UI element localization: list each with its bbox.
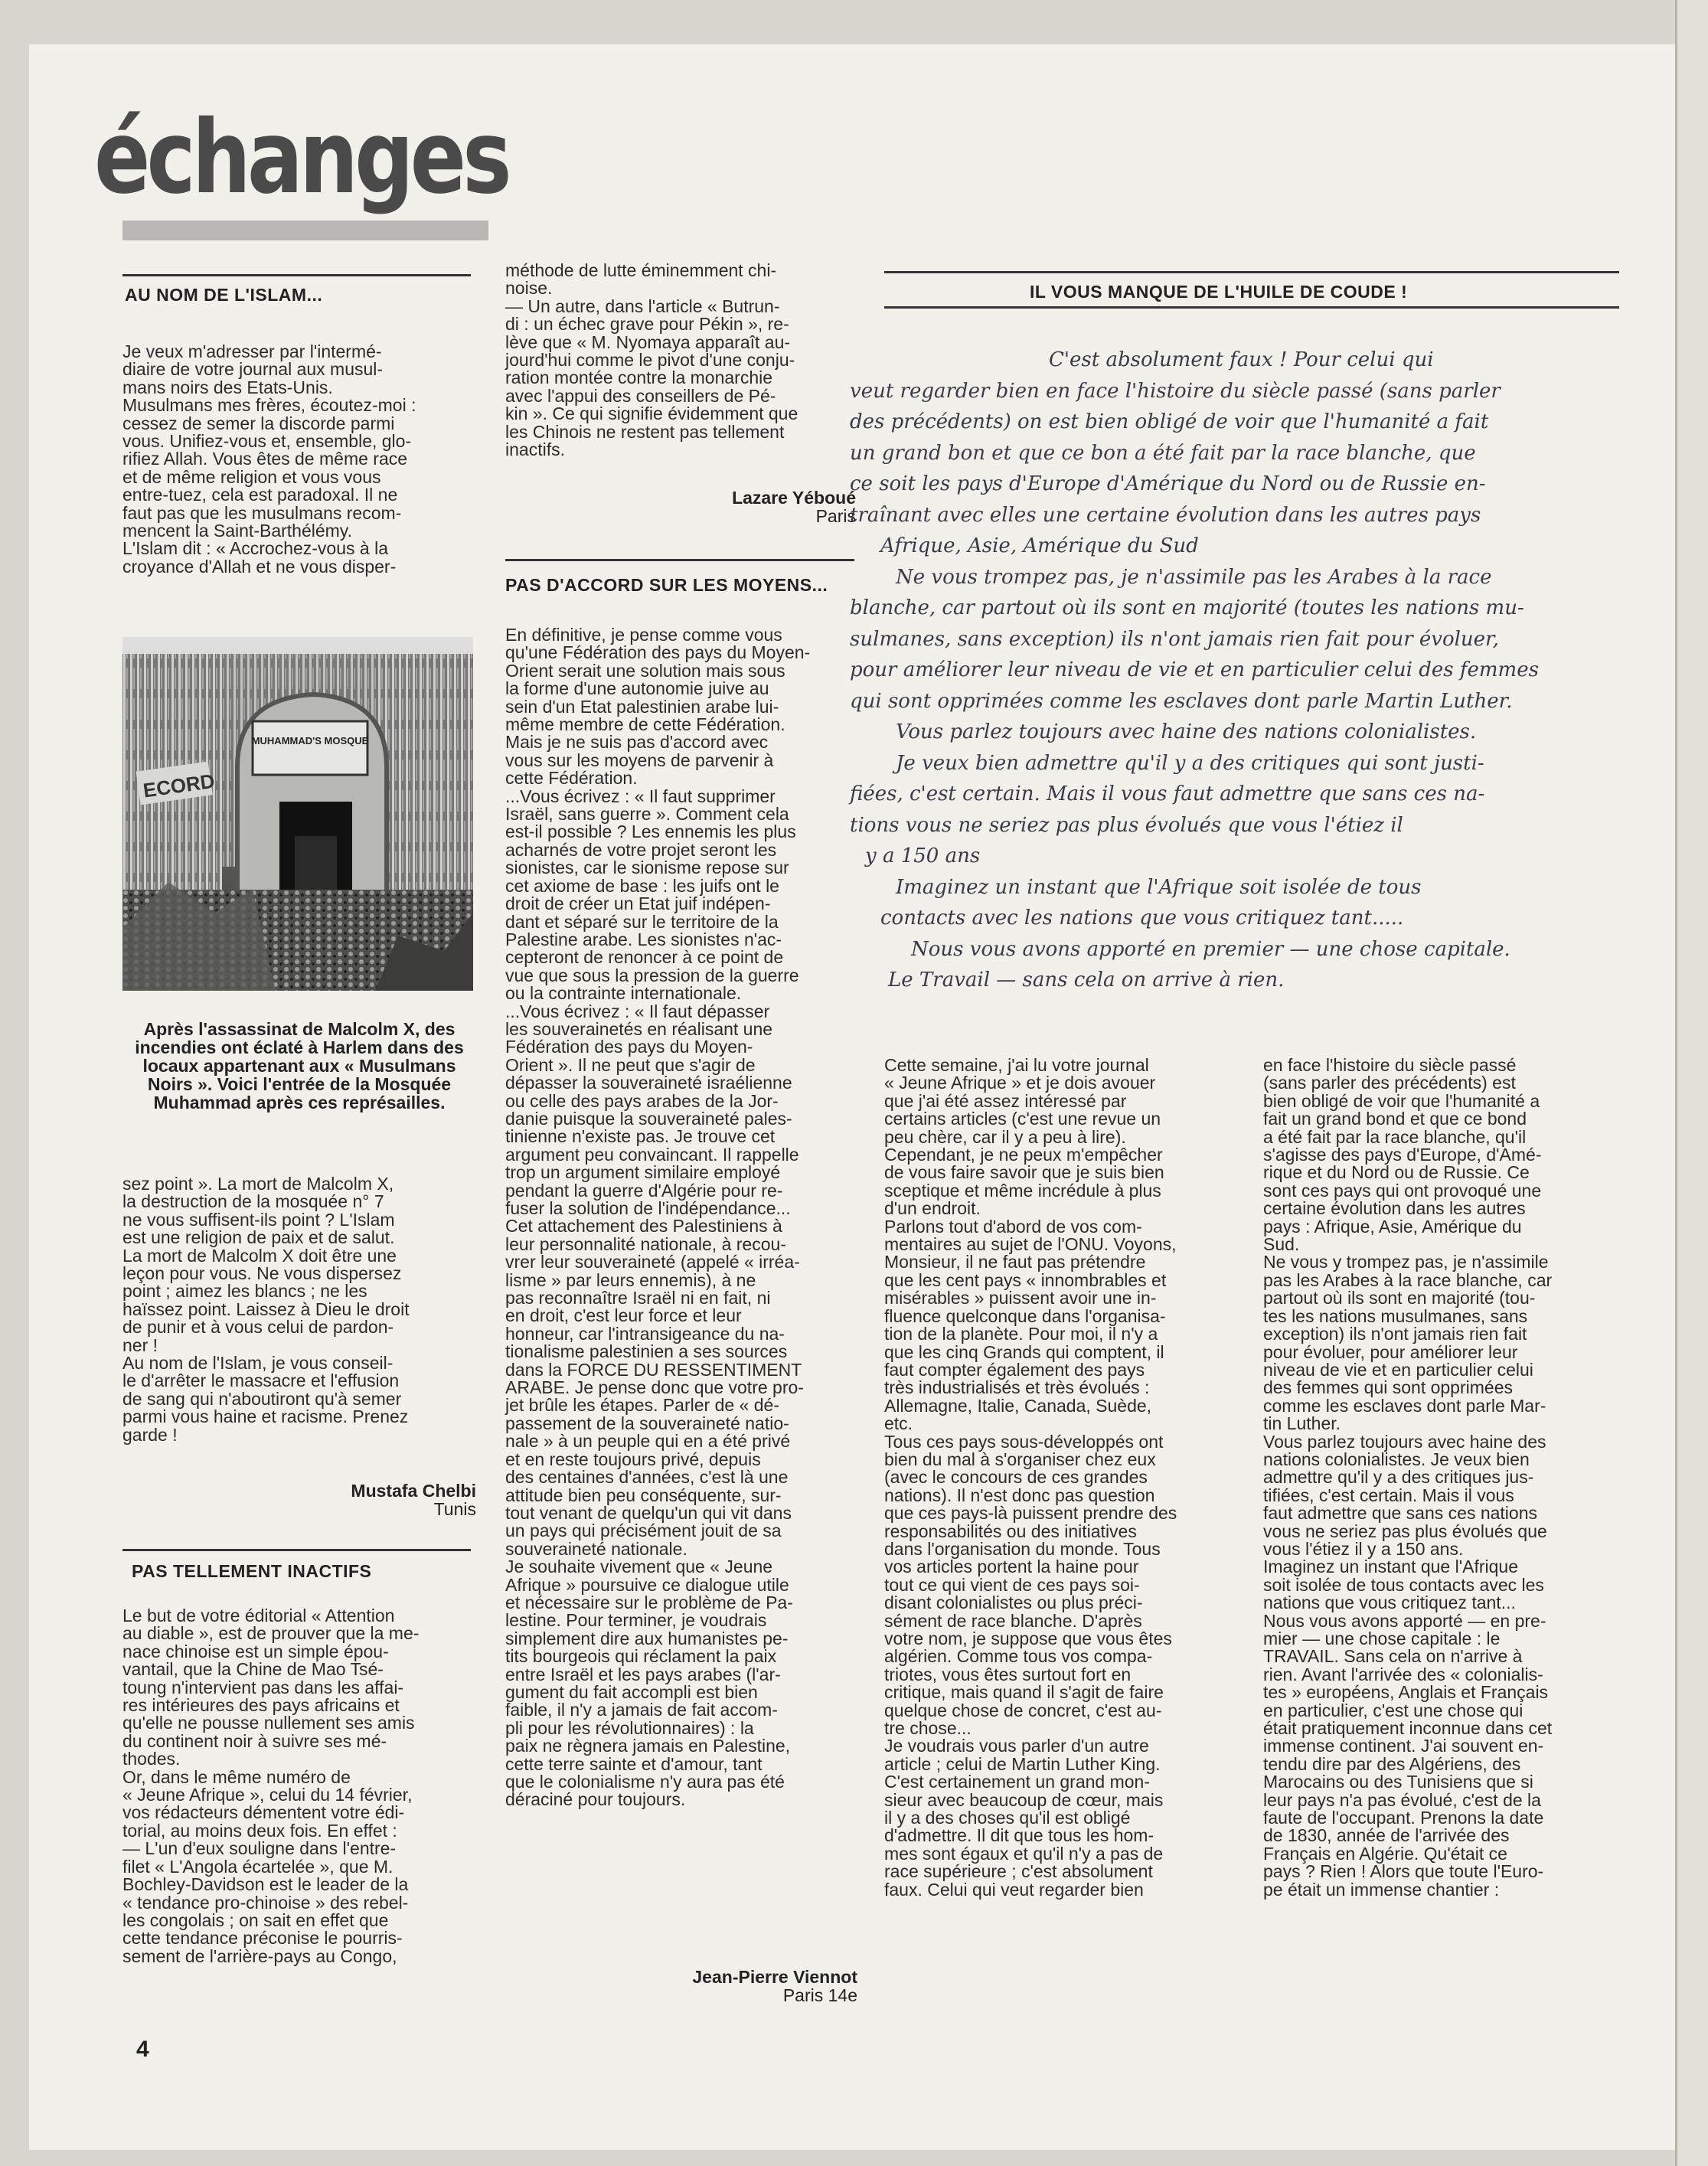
handwritten-line: blanche, car partout où ils sont en majorité (toutes les nations mu- (850, 596, 1524, 619)
store-sign-text: ECORD (142, 769, 217, 802)
handwritten-line: qui sont opprimées comme les esclaves dont parle Martin Luther. (850, 689, 1513, 713)
handwritten-line: fiées, c'est certain. Mais il vous faut admettre que sans ces na- (850, 782, 1485, 805)
handwritten-line: veut regarder bien en face l'histoire du siècle passé (sans parler (850, 379, 1501, 403)
mosque-photo (122, 637, 473, 991)
text-huile-part1: Cette semaine, j'ai lu votre journal « Jeune Afrique » et je dois avouer que j'ai été assez intéressé par certains articles (c'est une revue un peu chère, car il y a peu à lire). Cependant, je ne peux m'empêcher de vous faire savoir que je suis bien sceptique et même incrédule à plus d'un endroit. Parlons tout d'abord de vos com- mentaires au sujet de l'ONU. Voyons, Monsieur, il ne faut pas prétendre que les cent pays « innombrables et misérables » puissent avoir une in- fluence quelconque dans l'organisa- tion de la planète. Pour moi, il n'y a que les cinq Grands qui comptent, il faut compter également des pays très industrialisés et très évolués : Allemagne, Italie, Canada, Suède, etc. Tous ces pays sous-développés ont bien du mal à s'organiser chez eux (avec le concours de ces grandes nations). Il n'est donc pas question que ces pays-là puissent prendre des responsabilités ou des initiatives dans l'organisation du monde. Tous vos articles portent la haine pour tout ce qui vient de ces pays soi- disant colonialistes ou plus préci- sément de race blanche. D'après votre nom, je suppose que vous êtes algérien. Comme tous vos compa- triotes, vous êtes surtout fort en critique, mais quand il s'agit de faire quelque chose de concret, c'est au- tre chose... Je voudrais vous parler d'un autre article ; celui de Martin Luther King. C'est certainement un grand mon- sieur avec beaucoup de cœur, mais il y a des choses qu'il est obligé d'admettre. Il dit que tous les hom- mes sont égaux et qu'il n'y a pas de race supérieure ; c'est absolument faux. Celui qui veut regarder bien (884, 1055, 1177, 1900)
handwritten-line: C'est absolument faux ! Pour celui qui (1049, 348, 1434, 371)
rule-islam (122, 274, 471, 276)
signature-inactifs (612, 488, 856, 525)
photo-caption: Après l'assassinat de Malcolm X, des incendies ont éclaté à Harlem dans des locaux appartenant aux « Musulmans Noirs ». Voici l'entrée de la Mosquée Muhammad après ces représailles. (135, 1019, 464, 1112)
handwritten-line: pour améliorer leur niveau de vie et en particulier celui des femmes (850, 658, 1539, 681)
text-accord: En définitive, je pense comme vous qu'une Fédération des pays du Moyen- Orient serait une solution mais sous la forme d'une autonomie juive au sein d'un Etat palestinien arabe lui- même membre de cette Fédération. Mais je ne suis pas d'accord avec vous sur les moyens de parvenir à cette Fédération. ...Vous écrivez : « Il faut supprimer Israël, sans guerre ». Comment cela est-il possible ? Les ennemis les plus acharnés de votre projet seront les sionistes, car le sionisme repose sur cet axiome de base : les juifs ont le droit de créer un Etat juif indépen- dant et séparé sur le territoire de la Palestine arabe. Les sionistes n'ac- cepteront de renoncer à ce point de vue que sous la pression de la guerre ou la contrainte internationale. ...Vous écrivez : « Il faut dépasser les souverainetés en réalisant une Fédération des pays du Moyen- Orient ». Il ne peut que s'agir de dépasser la souveraineté israélienne ou celle des pays arabes de la Jor- danie puisque la souveraineté pales- tinienne n'existe pas. Je trouve cet argument peu convaincant. Il rappelle trop un argument similaire employé pendant la guerre d'Algérie pour re- fuser la solution de l'indépendance... Cet attachement des Palestiniens à leur personnalité nationale, à recou- vrer leur souveraineté (appelé « irréa- lisme » par leurs ennemis), à ne pas reconnaître Israël ni en fait, ni en droit, c'est leur force et leur honneur, car l'intransigeance du na- tionalisme palestinien a ses sources dans la FORCE DU RESSENTIMENT ARABE. Je pense donc que votre pro- jet brûle les étapes. Parler de « dé- passement de la souveraineté natio- nale » à un peuple qui en a été privé et en reste toujours privé, depuis des centaines d'années, c'est là une attitude bien peu conséquente, sur- tout venant de quelqu'un qui vit dans un pays qui précisément jouit de sa souveraineté nationale. Je souhaite vivement que « Jeune Afrique » poursuive ce dialogue utile et nécessaire sur le problème de Pa- lestine. Pour terminer, je voudrais simplement dire aux humanistes pe- tits bourgeois qui réclament la paix entre Israël et les pays arabes (l'ar- gument du fait accompli est bien faible, il n'y a jamais de fait accom- pli pour les révolutionnaires) : la paix ne règnera jamais en Palestine, cette terre sainte et d'amour, tant que le colonialisme n'y aura pas été déraciné pour toujours. (505, 625, 811, 1810)
heading-inactifs: PAS TELLEMENT INACTIFS (132, 1561, 372, 1581)
handwritten-line: Ne vous trompez pas, je n'assimile pas les Arabes à la race (896, 565, 1492, 589)
handwritten-line: y a 150 ans (865, 845, 981, 867)
handwritten-line: tions vous ne seriez pas plus évolués que vous l'étiez il (850, 813, 1403, 837)
handwritten-line: un grand bon et que ce bon a été fait par la race blanche, que (850, 441, 1476, 465)
place-inactifs: Paris (815, 506, 856, 526)
heading-islam: AU NOM DE L'ISLAM... (125, 285, 323, 305)
page-spine (1675, 0, 1708, 2166)
handwritten-line: Le Travail — sans cela on arrive à rien. (888, 969, 1285, 992)
handwritten-line: ce soit les pays d'Europe d'Amérique du Nord ou de Russie en- (850, 472, 1486, 495)
masthead-bar (122, 221, 488, 240)
rule-huile (884, 271, 1619, 273)
author-islam: Mustafa Chelbi (351, 1481, 476, 1501)
author-accord: Jean-Pierre Viennot (692, 1967, 857, 1987)
handwritten-line: Afrique, Asie, Amérique du Sud (880, 534, 1199, 557)
heading-huile: IL VOUS MANQUE DE L'HUILE DE COUDE ! (1030, 282, 1408, 302)
page-number: 4 (136, 2037, 149, 2062)
handwritten-letter (850, 345, 1615, 996)
handwritten-line: contacts avec les nations que vous critiquez tant..... (880, 907, 1404, 929)
handwritten-line: Je veux bien admettre qu'il y a des critiques qui sont justi- (896, 751, 1484, 775)
rule-inactifs (122, 1549, 471, 1551)
rule-huile-bottom (884, 306, 1619, 309)
place-islam: Tunis (433, 1499, 476, 1519)
text-islam-part1: Je veux m'adresser par l'intermé- diaire de votre journal aux musul- mans noirs des Etats-Unis. Musulmans mes frères, écoutez-moi : cessez de semer la discorde parmi vous. Unifiez-vous et, ensemble, glo- rifiez Allah. Vous êtes de même race et de même religion et vous vous entre-tuez, cela est paradoxal. Il ne faut pas que les musulmans recom- mencent la Saint-Barthélémy. L'Islam dit : « Accrochez-vous à la croyance d'Allah et ne vous disper- (122, 341, 416, 577)
text-inactifs-part1: Le but de votre éditorial « Attention au diable », est de prouver que la me- nace chinoise est un simple épou- vantail, que la Chine de Mao Tsé- toung n'intervient pas dans les affai- res intérieures des pays africains et qu'elle ne pousse nullement ses amis du continent noir à suivre ses mé- thodes. Or, dans le même numéro de « Jeune Afrique », celui du 14 février, vos rédacteurs démentent votre édi- torial, au moins deux fois. En effet : — L'un d'eux souligne dans l'entre- filet « L'Angola écartelée », que M. Bochley-Davidson est le leader de la « tendance pro-chinoise » des rebel- les congolais ; on sait en effet que cette tendance préconise le pourris- sement de l'arrière-pays au Congo, (122, 1606, 420, 1966)
signature-accord (612, 1968, 857, 2004)
mosque-sign-text: MUHAMMAD'S MOSQUE (251, 735, 369, 747)
text-islam-part2: sez point ». La mort de Malcolm X, la destruction de la mosquée n° 7 ne vous suffisent-ils point ? L'Islam est une religion de paix et de salut. La mort de Malcolm X doit être une leçon pour vous. Ne vous dispersez point ; aimez les blancs ; ne les haïssez point. Laissez à Dieu le droit de punir et à vous celui de pardon- ner ! Au nom de l'Islam, je vous conseil- le d'arrêter le massacre et l'effusion de sang qui n'aboutiront qu'à semer parmi vous haine et racisme. Prenez garde ! (122, 1174, 410, 1445)
handwritten-line: sulmanes, sans exception) ils n'ont jamais rien fait pour évoluer, (850, 627, 1499, 651)
signature-islam (230, 1482, 476, 1518)
handwritten-line: Vous parlez toujours avec haine des nations colonialistes. (896, 720, 1477, 743)
section-masthead: échanges (94, 99, 508, 217)
handwritten-line: Nous vous avons apporté en premier — une chose capitale. (911, 937, 1510, 961)
text-huile-part2: en face l'histoire du siècle passé (sans parler des précédents) est bien obligé de voir que l'humanité a fait un grand bond et que ce bond a été fait par la race blanche, qu'il s'agisse des pays d'Europe, d'Amé- rique et du Nord ou de Russie. Ce sont ces pays qui ont provoqué une certaine évolution dans les autres pays : Afrique, Asie, Amérique du Sud. Ne vous y trompez pas, je n'assimile pas les Arabes à la race blanche, car partout où ils sont en majorité (tou- tes les nations musulmanes, sans exception) ils n'ont jamais rien fait pour évoluer, pour améliorer leur niveau de vie et en particulier celui des femmes qui sont opprimées comme les esclaves dont parle Mar- tin Luther. Vous parlez toujours avec haine des nations colonialistes. Je veux bien admettre qu'il y a des critiques jus- tifiées, c'est certain. Mais il vous faut admettre que sans ces nations vous ne seriez pas plus évolués que vous l'étiez il y a 150 ans. Imaginez un instant que l'Afrique soit isolée de tous contacts avec les nations que vous critiquez tant... Nous vous avons apporté — en pre- mier — une chose capitale : le TRAVAIL. Sans cela on n'arrive à rien. Avant l'arrivée des « colonialis- tes » européens, Anglais et Français en particulier, c'est une chose qui était pratiquement inconnue dans cet immense continent. J'ai souvent en- tendu dire par des Algériens, des Marocains ou des Tunisiens que si leur pays n'a pas évolué, c'est de la faute de l'occupant. Prenons la date de 1830, année de l'arrivée des Français en Algérie. Qu'était ce pays ? Rien ! Alors que toute l'Euro- pe était un immense chantier : (1263, 1055, 1553, 1900)
mosque-photo-image (122, 637, 473, 991)
handwritten-line: des précédents) on est bien obligé de voir que l'humanité a fait (850, 410, 1489, 433)
heading-accord: PAS D'ACCORD SUR LES MOYENS... (505, 575, 828, 595)
rule-accord (505, 559, 854, 561)
author-inactifs: Lazare Yéboué (732, 488, 856, 508)
place-accord: Paris 14e (782, 1985, 857, 2005)
text-inactifs-part2: méthode de lutte éminemment chi- noise. — Un autre, dans l'article « Butrun- di : un échec grave pour Pékin », re- lève que « M. Nyomaya apparaît au- jourd'hui comme le pivot d'une conju- ration montée contre la monarchie avec l'appui des conseillers de Pé- kin ». Ce qui signifie évidemment que les Chinois ne restent pas tellement inactifs. (505, 260, 798, 460)
handwritten-line: Imaginez un instant que l'Afrique soit isolée de tous (896, 875, 1422, 899)
handwritten-line: traînant avec elles une certaine évolution dans les autres pays (850, 503, 1481, 527)
